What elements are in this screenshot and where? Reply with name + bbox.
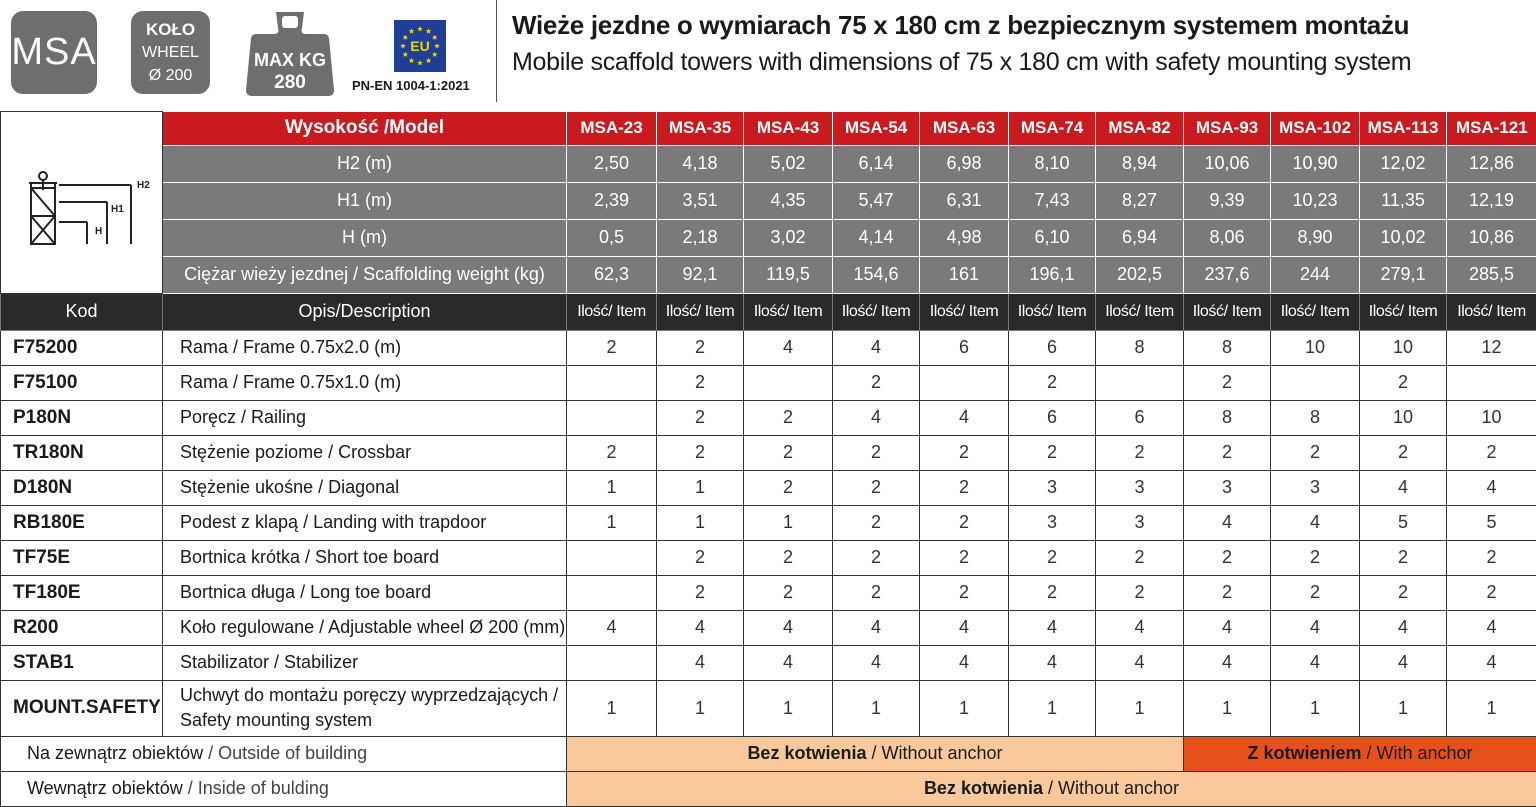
part-quantity: 4 [744, 645, 833, 680]
part-quantity: 2 [920, 575, 1009, 610]
table-row [1, 680, 1536, 736]
spec-value: 161 [920, 256, 1009, 293]
without-anchor-en: / Without anchor [866, 743, 1002, 763]
part-quantity: 1 [744, 505, 833, 540]
part-quantity: 4 [567, 610, 657, 645]
part-quantity: 6 [1009, 400, 1096, 435]
part-description: Koło regulowane / Adjustable wheel Ø 200 (mm) [163, 610, 567, 645]
part-quantity: 1 [567, 470, 657, 505]
item-column-header: Ilość/ Item [657, 293, 744, 330]
part-quantity: 4 [833, 610, 920, 645]
part-quantity: 2 [1009, 575, 1096, 610]
table-row [1, 575, 1536, 610]
spec-value: 237,6 [1184, 256, 1271, 293]
part-quantity: 2 [744, 470, 833, 505]
spec-value: 2,39 [567, 182, 657, 219]
part-code: TF180E [1, 575, 163, 610]
part-quantity: 2 [1271, 575, 1360, 610]
part-quantity: 10 [1360, 330, 1447, 365]
part-quantity: 2 [657, 330, 744, 365]
part-code: F75100 [1, 365, 163, 400]
location-label-en: / Inside of bulding [183, 778, 329, 798]
part-quantity: 4 [744, 330, 833, 365]
part-quantity: 2 [744, 540, 833, 575]
inside-without-anchor-en: / Without anchor [1043, 778, 1179, 798]
part-quantity: 4 [833, 645, 920, 680]
description-column-header: Opis/Description [163, 293, 567, 330]
spec-value: 8,90 [1271, 219, 1360, 256]
table-row [1, 610, 1536, 645]
part-quantity [567, 540, 657, 575]
item-column-header: Ilość/ Item [1360, 293, 1447, 330]
part-quantity: 2 [920, 540, 1009, 575]
part-quantity: 2 [833, 575, 920, 610]
part-quantity: 1 [1447, 680, 1536, 736]
spec-value: 92,1 [657, 256, 744, 293]
part-quantity: 2 [1184, 575, 1271, 610]
part-quantity: 10 [1360, 400, 1447, 435]
part-quantity: 2 [920, 470, 1009, 505]
spec-value: 7,43 [1009, 182, 1096, 219]
code-column-header: Kod [1, 293, 163, 330]
part-quantity: 6 [1009, 330, 1096, 365]
diagram-h1-label: H1 [111, 204, 124, 215]
part-quantity: 2 [833, 365, 920, 400]
part-quantity: 4 [920, 610, 1009, 645]
tower-diagram [1, 112, 163, 294]
part-quantity: 2 [1360, 365, 1447, 400]
spec-value: 10,90 [1271, 145, 1360, 182]
part-quantity: 2 [1096, 575, 1184, 610]
part-code: F75200 [1, 330, 163, 365]
table-row [1, 330, 1536, 365]
part-quantity: 2 [657, 435, 744, 470]
part-quantity: 2 [657, 365, 744, 400]
with-anchor [1184, 736, 1536, 771]
part-quantity [567, 645, 657, 680]
part-quantity: 2 [1360, 575, 1447, 610]
spec-value: 12,86 [1447, 145, 1536, 182]
part-code: R200 [1, 610, 163, 645]
part-quantity: 2 [1009, 435, 1096, 470]
part-quantity [567, 575, 657, 610]
part-quantity: 4 [1184, 610, 1271, 645]
part-description: Podest z klapą / Landing with trapdoor [163, 505, 567, 540]
part-quantity: 2 [1447, 435, 1536, 470]
header-divider [496, 0, 497, 102]
spec-value: 8,94 [1096, 145, 1184, 182]
part-quantity: 8 [1271, 400, 1360, 435]
inside-without-anchor [567, 771, 1536, 806]
part-quantity: 4 [1360, 470, 1447, 505]
part-quantity: 2 [1271, 540, 1360, 575]
table-row [1, 470, 1536, 505]
item-column-header: Ilość/ Item [1447, 293, 1536, 330]
part-quantity: 1 [657, 680, 744, 736]
part-quantity: 2 [567, 330, 657, 365]
spec-value: 2,50 [567, 145, 657, 182]
model-name: MSA-63 [920, 112, 1009, 146]
model-name: MSA-35 [657, 112, 744, 146]
part-quantity: 5 [1360, 505, 1447, 540]
part-quantity: 3 [1096, 470, 1184, 505]
part-quantity: 2 [1184, 365, 1271, 400]
spec-value: 5,02 [744, 145, 833, 182]
location-label-pl: Wewnątrz obiektów [27, 778, 183, 798]
item-column-header: Ilość/ Item [744, 293, 833, 330]
part-quantity: 8 [1184, 330, 1271, 365]
series-badge [11, 11, 97, 94]
part-code: MOUNT.SAFETY [1, 680, 163, 736]
spec-value: 4,35 [744, 182, 833, 219]
part-description: Bortnica długa / Long toe board [163, 575, 567, 610]
part-code: D180N [1, 470, 163, 505]
part-quantity: 4 [1271, 505, 1360, 540]
spec-value: 12,19 [1447, 182, 1536, 219]
spec-value: 3,02 [744, 219, 833, 256]
part-quantity: 2 [744, 435, 833, 470]
table-row [1, 435, 1536, 470]
part-quantity: 4 [1447, 610, 1536, 645]
spec-header-label: Wysokość /Model [163, 112, 567, 146]
spec-value: 5,47 [833, 182, 920, 219]
part-code: TF75E [1, 540, 163, 575]
model-name: MSA-54 [833, 112, 920, 146]
with-anchor-en: / With anchor [1361, 743, 1472, 763]
spec-value: 62,3 [567, 256, 657, 293]
spec-row [1, 145, 1536, 182]
header [0, 0, 1536, 111]
part-quantity [1271, 365, 1360, 400]
max-weight-label: MAX KG [246, 50, 334, 71]
part-quantity: 4 [1009, 610, 1096, 645]
spec-value: 6,14 [833, 145, 920, 182]
item-column-header: Ilość/ Item [1271, 293, 1360, 330]
part-quantity: 4 [1360, 645, 1447, 680]
page-title: Wieże jezdne o wymiarach 75 x 180 cm z bezpiecznym systemem montażu [512, 10, 1409, 41]
spec-value: 6,31 [920, 182, 1009, 219]
part-quantity: 4 [657, 645, 744, 680]
part-quantity: 4 [744, 610, 833, 645]
part-quantity: 2 [833, 435, 920, 470]
part-quantity: 2 [744, 575, 833, 610]
part-quantity: 1 [567, 680, 657, 736]
spec-value: 2,18 [657, 219, 744, 256]
spec-row [1, 219, 1536, 256]
max-weight-icon [246, 10, 334, 96]
page-subtitle: Mobile scaffold towers with dimensions of 75 x 180 cm with safety mounting system [512, 48, 1411, 77]
part-code: P180N [1, 400, 163, 435]
table-row [1, 505, 1536, 540]
part-quantity: 10 [1447, 400, 1536, 435]
item-column-header: Ilość/ Item [567, 293, 657, 330]
part-quantity: 2 [1360, 540, 1447, 575]
item-column-header: Ilość/ Item [920, 293, 1009, 330]
part-quantity: 4 [1096, 645, 1184, 680]
part-quantity: 2 [920, 505, 1009, 540]
part-quantity: 2 [744, 400, 833, 435]
part-quantity: 4 [1096, 610, 1184, 645]
item-column-header: Ilość/ Item [1184, 293, 1271, 330]
part-quantity: 2 [833, 505, 920, 540]
part-quantity: 2 [1360, 435, 1447, 470]
part-quantity [920, 365, 1009, 400]
part-quantity: 4 [1184, 645, 1271, 680]
part-quantity: 2 [657, 575, 744, 610]
part-quantity: 2 [1447, 540, 1536, 575]
without-anchor-pl: Bez kotwienia [747, 743, 866, 763]
part-quantity: 3 [1271, 470, 1360, 505]
part-quantity: 3 [1009, 505, 1096, 540]
part-quantity [744, 365, 833, 400]
spec-value: 8,27 [1096, 182, 1184, 219]
part-description: Stężenie poziome / Crossbar [163, 435, 567, 470]
part-quantity: 2 [1184, 435, 1271, 470]
part-quantity: 2 [920, 435, 1009, 470]
spec-value: 10,23 [1271, 182, 1360, 219]
eu-label: EU [410, 38, 429, 54]
spec-value: 154,6 [833, 256, 920, 293]
part-quantity: 5 [1447, 505, 1536, 540]
part-quantity: 4 [1447, 470, 1536, 505]
part-quantity: 4 [1447, 645, 1536, 680]
part-quantity: 4 [1271, 610, 1360, 645]
spec-value: 12,02 [1360, 145, 1447, 182]
part-description: Stężenie ukośne / Diagonal [163, 470, 567, 505]
spec-value: 244 [1271, 256, 1360, 293]
model-name: MSA-102 [1271, 112, 1360, 146]
model-name: MSA-43 [744, 112, 833, 146]
model-name: MSA-113 [1360, 112, 1447, 146]
spec-value: 10,02 [1360, 219, 1447, 256]
spec-row [1, 256, 1536, 293]
outside-row [1, 736, 1536, 771]
series-label: MSA [11, 31, 96, 74]
table-row [1, 400, 1536, 435]
spec-value: 279,1 [1360, 256, 1447, 293]
part-quantity: 4 [1184, 505, 1271, 540]
part-quantity: 3 [1184, 470, 1271, 505]
spec-value: 4,14 [833, 219, 920, 256]
item-column-header: Ilość/ Item [833, 293, 920, 330]
diagram-h-label: H [95, 226, 102, 237]
location-label-en: / Outside of building [203, 743, 367, 763]
part-quantity: 4 [657, 610, 744, 645]
part-quantity: 2 [1096, 435, 1184, 470]
spec-value: 11,35 [1360, 182, 1447, 219]
eu-flag-icon [394, 20, 446, 72]
part-description: Stabilizator / Stabilizer [163, 645, 567, 680]
spec-label: H1 (m) [163, 182, 567, 219]
part-quantity: 12 [1447, 330, 1536, 365]
part-description: Poręcz / Railing [163, 400, 567, 435]
model-name: MSA-74 [1009, 112, 1096, 146]
part-quantity: 8 [1184, 400, 1271, 435]
part-quantity: 2 [1009, 365, 1096, 400]
part-quantity: 1 [1184, 680, 1271, 736]
specification-table [0, 111, 1536, 807]
spec-value: 6,10 [1009, 219, 1096, 256]
part-quantity: 8 [1096, 330, 1184, 365]
spec-value: 4,98 [920, 219, 1009, 256]
norm-label: PN-EN 1004-1:2021 [352, 78, 492, 93]
part-quantity: 1 [1360, 680, 1447, 736]
wheel-badge-en: WHEEL [131, 41, 210, 64]
part-quantity: 1 [833, 680, 920, 736]
spec-value: 196,1 [1009, 256, 1096, 293]
part-quantity: 1 [657, 470, 744, 505]
part-quantity: 2 [567, 435, 657, 470]
part-code: RB180E [1, 505, 163, 540]
inside-row [1, 771, 1536, 806]
location-label [1, 736, 567, 771]
part-quantity: 2 [833, 540, 920, 575]
table-row [1, 645, 1536, 680]
part-quantity: 4 [1271, 645, 1360, 680]
model-name: MSA-121 [1447, 112, 1536, 146]
model-header-row [1, 112, 1536, 146]
item-column-header: Ilość/ Item [1096, 293, 1184, 330]
spec-value: 3,51 [657, 182, 744, 219]
part-quantity: 2 [1184, 540, 1271, 575]
spec-value: 4,18 [657, 145, 744, 182]
spec-label: H (m) [163, 219, 567, 256]
part-quantity: 4 [833, 400, 920, 435]
part-quantity: 2 [657, 540, 744, 575]
part-quantity: 6 [920, 330, 1009, 365]
spec-row [1, 182, 1536, 219]
part-description: Bortnica krótka / Short toe board [163, 540, 567, 575]
part-quantity [567, 365, 657, 400]
column-header-row [1, 293, 1536, 330]
spec-value: 6,94 [1096, 219, 1184, 256]
spec-value: 10,86 [1447, 219, 1536, 256]
part-quantity: 4 [1009, 645, 1096, 680]
spec-value: 0,5 [567, 219, 657, 256]
spec-value: 8,06 [1184, 219, 1271, 256]
spec-value: 285,5 [1447, 256, 1536, 293]
spec-value: 119,5 [744, 256, 833, 293]
part-quantity: 2 [657, 400, 744, 435]
part-quantity: 1 [744, 680, 833, 736]
part-quantity: 4 [920, 400, 1009, 435]
part-quantity: 2 [1096, 540, 1184, 575]
spec-label: Ciężar wieży jezdnej / Scaffolding weight (kg) [163, 256, 567, 293]
part-quantity: 1 [1271, 680, 1360, 736]
part-description: Rama / Frame 0.75x2.0 (m) [163, 330, 567, 365]
spec-value: 6,98 [920, 145, 1009, 182]
spec-label: H2 (m) [163, 145, 567, 182]
part-quantity: 3 [1096, 505, 1184, 540]
part-quantity: 4 [833, 330, 920, 365]
part-quantity: 2 [1271, 435, 1360, 470]
location-label-pl: Na zewnątrz obiektów [27, 743, 203, 763]
table-row [1, 540, 1536, 575]
part-quantity: 1 [1096, 680, 1184, 736]
spec-value: 202,5 [1096, 256, 1184, 293]
location-label [1, 771, 567, 806]
model-name: MSA-82 [1096, 112, 1184, 146]
wheel-badge [131, 11, 210, 94]
model-name: MSA-93 [1184, 112, 1271, 146]
table-row [1, 365, 1536, 400]
part-quantity: 1 [920, 680, 1009, 736]
model-name: MSA-23 [567, 112, 657, 146]
part-quantity: 1 [1009, 680, 1096, 736]
diagram-h2-label: H2 [137, 180, 150, 191]
wheel-badge-size: Ø 200 [131, 64, 210, 87]
part-quantity [1447, 365, 1536, 400]
part-quantity: 1 [567, 505, 657, 540]
part-quantity: 2 [1009, 540, 1096, 575]
part-quantity: 2 [1447, 575, 1536, 610]
part-description: Rama / Frame 0.75x1.0 (m) [163, 365, 567, 400]
part-quantity [567, 400, 657, 435]
part-quantity [1096, 365, 1184, 400]
max-weight-value: 280 [246, 72, 334, 94]
wheel-badge-pl: KOŁO [131, 18, 210, 41]
item-column-header: Ilość/ Item [1009, 293, 1096, 330]
part-quantity: 10 [1271, 330, 1360, 365]
without-anchor [567, 736, 1184, 771]
part-quantity: 4 [920, 645, 1009, 680]
spec-value: 8,10 [1009, 145, 1096, 182]
inside-without-anchor-pl: Bez kotwienia [924, 778, 1043, 798]
with-anchor-pl: Z kotwieniem [1247, 743, 1361, 763]
spec-value: 10,06 [1184, 145, 1271, 182]
part-quantity: 1 [657, 505, 744, 540]
scaffold-diagram-icon [1, 112, 161, 282]
part-code: STAB1 [1, 645, 163, 680]
part-description: Uchwyt do montażu poręczy wyprzedzających / Safety mounting system [163, 680, 567, 736]
spec-value: 9,39 [1184, 182, 1271, 219]
part-quantity: 6 [1096, 400, 1184, 435]
part-quantity: 2 [833, 470, 920, 505]
part-quantity: 4 [1360, 610, 1447, 645]
part-quantity: 3 [1009, 470, 1096, 505]
part-code: TR180N [1, 435, 163, 470]
